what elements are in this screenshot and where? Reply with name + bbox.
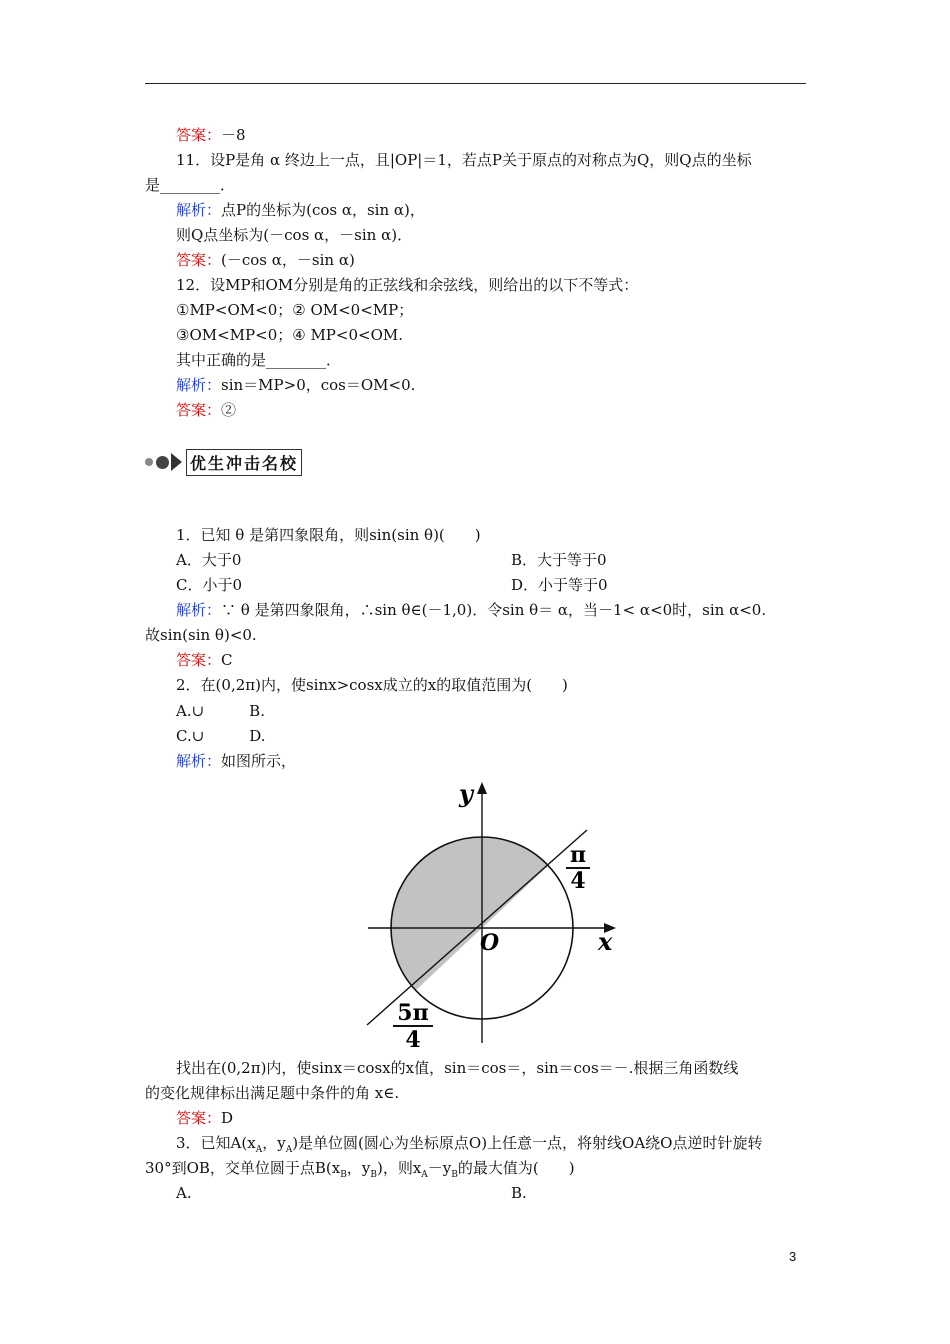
problem-2-explanation-line1: 找出在(0,2π)内，使sinx＝cosx的x值，sin＝cos＝，sin＝cos＝－.根据三角函数线 bbox=[176, 1059, 739, 1077]
problem-2-options-ab: A.∪ B. bbox=[176, 702, 265, 720]
question-12-line3: ③OM<MP<0；④ MP<0<OM. bbox=[176, 326, 404, 344]
y-axis-label: y bbox=[459, 779, 473, 808]
question-12-line2: ①MP<OM<0；② OM<0<MP； bbox=[176, 301, 414, 319]
arrow-right-icon bbox=[171, 453, 182, 471]
problem-1-answer: 答案：C bbox=[176, 651, 233, 669]
problem-1-solution-line2: 故sin(sin θ)<0. bbox=[145, 626, 257, 644]
answer-10: 答案：－8 bbox=[176, 126, 246, 144]
header-rule bbox=[145, 83, 806, 84]
problem-1-solution-line1: 解析：∵ θ 是第四象限角，∴sin θ∈(－1,0)．令sin θ＝ α，当－1< α<0时，sin α<0. bbox=[176, 601, 767, 619]
question-12-line1: 12．设MP和OM分别是角的正弦线和余弦线，则给出的以下不等式： bbox=[176, 276, 639, 294]
origin-label: O bbox=[480, 930, 500, 956]
angle-pi-over-4-denominator: 4 bbox=[570, 868, 586, 894]
y-axis-arrow-icon bbox=[477, 782, 487, 794]
problem-3-option-a: A. bbox=[176, 1184, 192, 1202]
problem-1-option-d: D．小于等于0 bbox=[511, 576, 608, 594]
page-number: 3 bbox=[789, 1249, 797, 1264]
problem-1-option-c: C．小于0 bbox=[176, 576, 243, 594]
answer-11: 答案：(－cos α，－sin α) bbox=[176, 251, 355, 269]
section-title: 优生冲击名校 bbox=[186, 449, 302, 476]
problem-1-option-b: B．大于等于0 bbox=[511, 551, 607, 569]
angle-pi-over-4-numerator: π bbox=[569, 842, 587, 868]
solution-11-line1: 解析：点P的坐标为(cos α，sin α)， bbox=[176, 201, 425, 219]
solution-12: 解析：sin＝MP>0，cos＝OM<0. bbox=[176, 376, 416, 394]
problem-1-option-a: A．大于0 bbox=[176, 551, 242, 569]
bullet-dot-icon bbox=[156, 456, 169, 469]
problem-2-options-cd: C.∪ D. bbox=[176, 727, 266, 745]
problem-2-solution: 解析：如图所示， bbox=[176, 752, 297, 770]
x-axis-label: x bbox=[598, 927, 613, 956]
problem-3-option-b: B. bbox=[511, 1184, 527, 1202]
problem-2-explanation-line2: 的变化规律标出满足题中条件的角 x∈. bbox=[145, 1084, 400, 1102]
problem-3-question-line2: 30°到OB，交单位圆于点$B(x_B$，$y_B$)，则$x_A-y_B$的最大值为( ) bbox=[145, 1159, 575, 1180]
question-11-line1: 11．设P是角 α 终边上一点，且|OP|＝1，若点P关于原点的对称点为Q，则Q点的坐标 bbox=[176, 151, 752, 169]
unit-circle-figure bbox=[360, 778, 625, 1050]
problem-1-question: 1．已知 θ 是第四象限角，则sin(sin θ)( ) bbox=[176, 526, 481, 544]
question-11-line2: 是________． bbox=[145, 176, 236, 194]
section-header bbox=[145, 449, 302, 475]
answer-12: 答案：② bbox=[176, 401, 237, 419]
bullet-dot-icon bbox=[145, 458, 153, 466]
problem-3-question-line1: 3．已知$A(x_A$，$y_A$)是单位圆(圆心为坐标原点O)上任意一点，将射线OA绕O点逆时针旋转 bbox=[176, 1134, 763, 1155]
solution-11-line2: 则Q点坐标为(－cos α，－sin α)． bbox=[176, 226, 413, 244]
problem-2-question: 2．在(0,2π)内，使sinx>cosx成立的x的取值范围为( ) bbox=[176, 676, 568, 694]
angle-5pi-over-4-denominator: 4 bbox=[405, 1027, 421, 1050]
problem-2-answer: 答案：D bbox=[176, 1109, 234, 1127]
angle-5pi-over-4-numerator: 5π bbox=[397, 1000, 429, 1026]
question-12-line4: 其中正确的是________． bbox=[176, 351, 342, 369]
